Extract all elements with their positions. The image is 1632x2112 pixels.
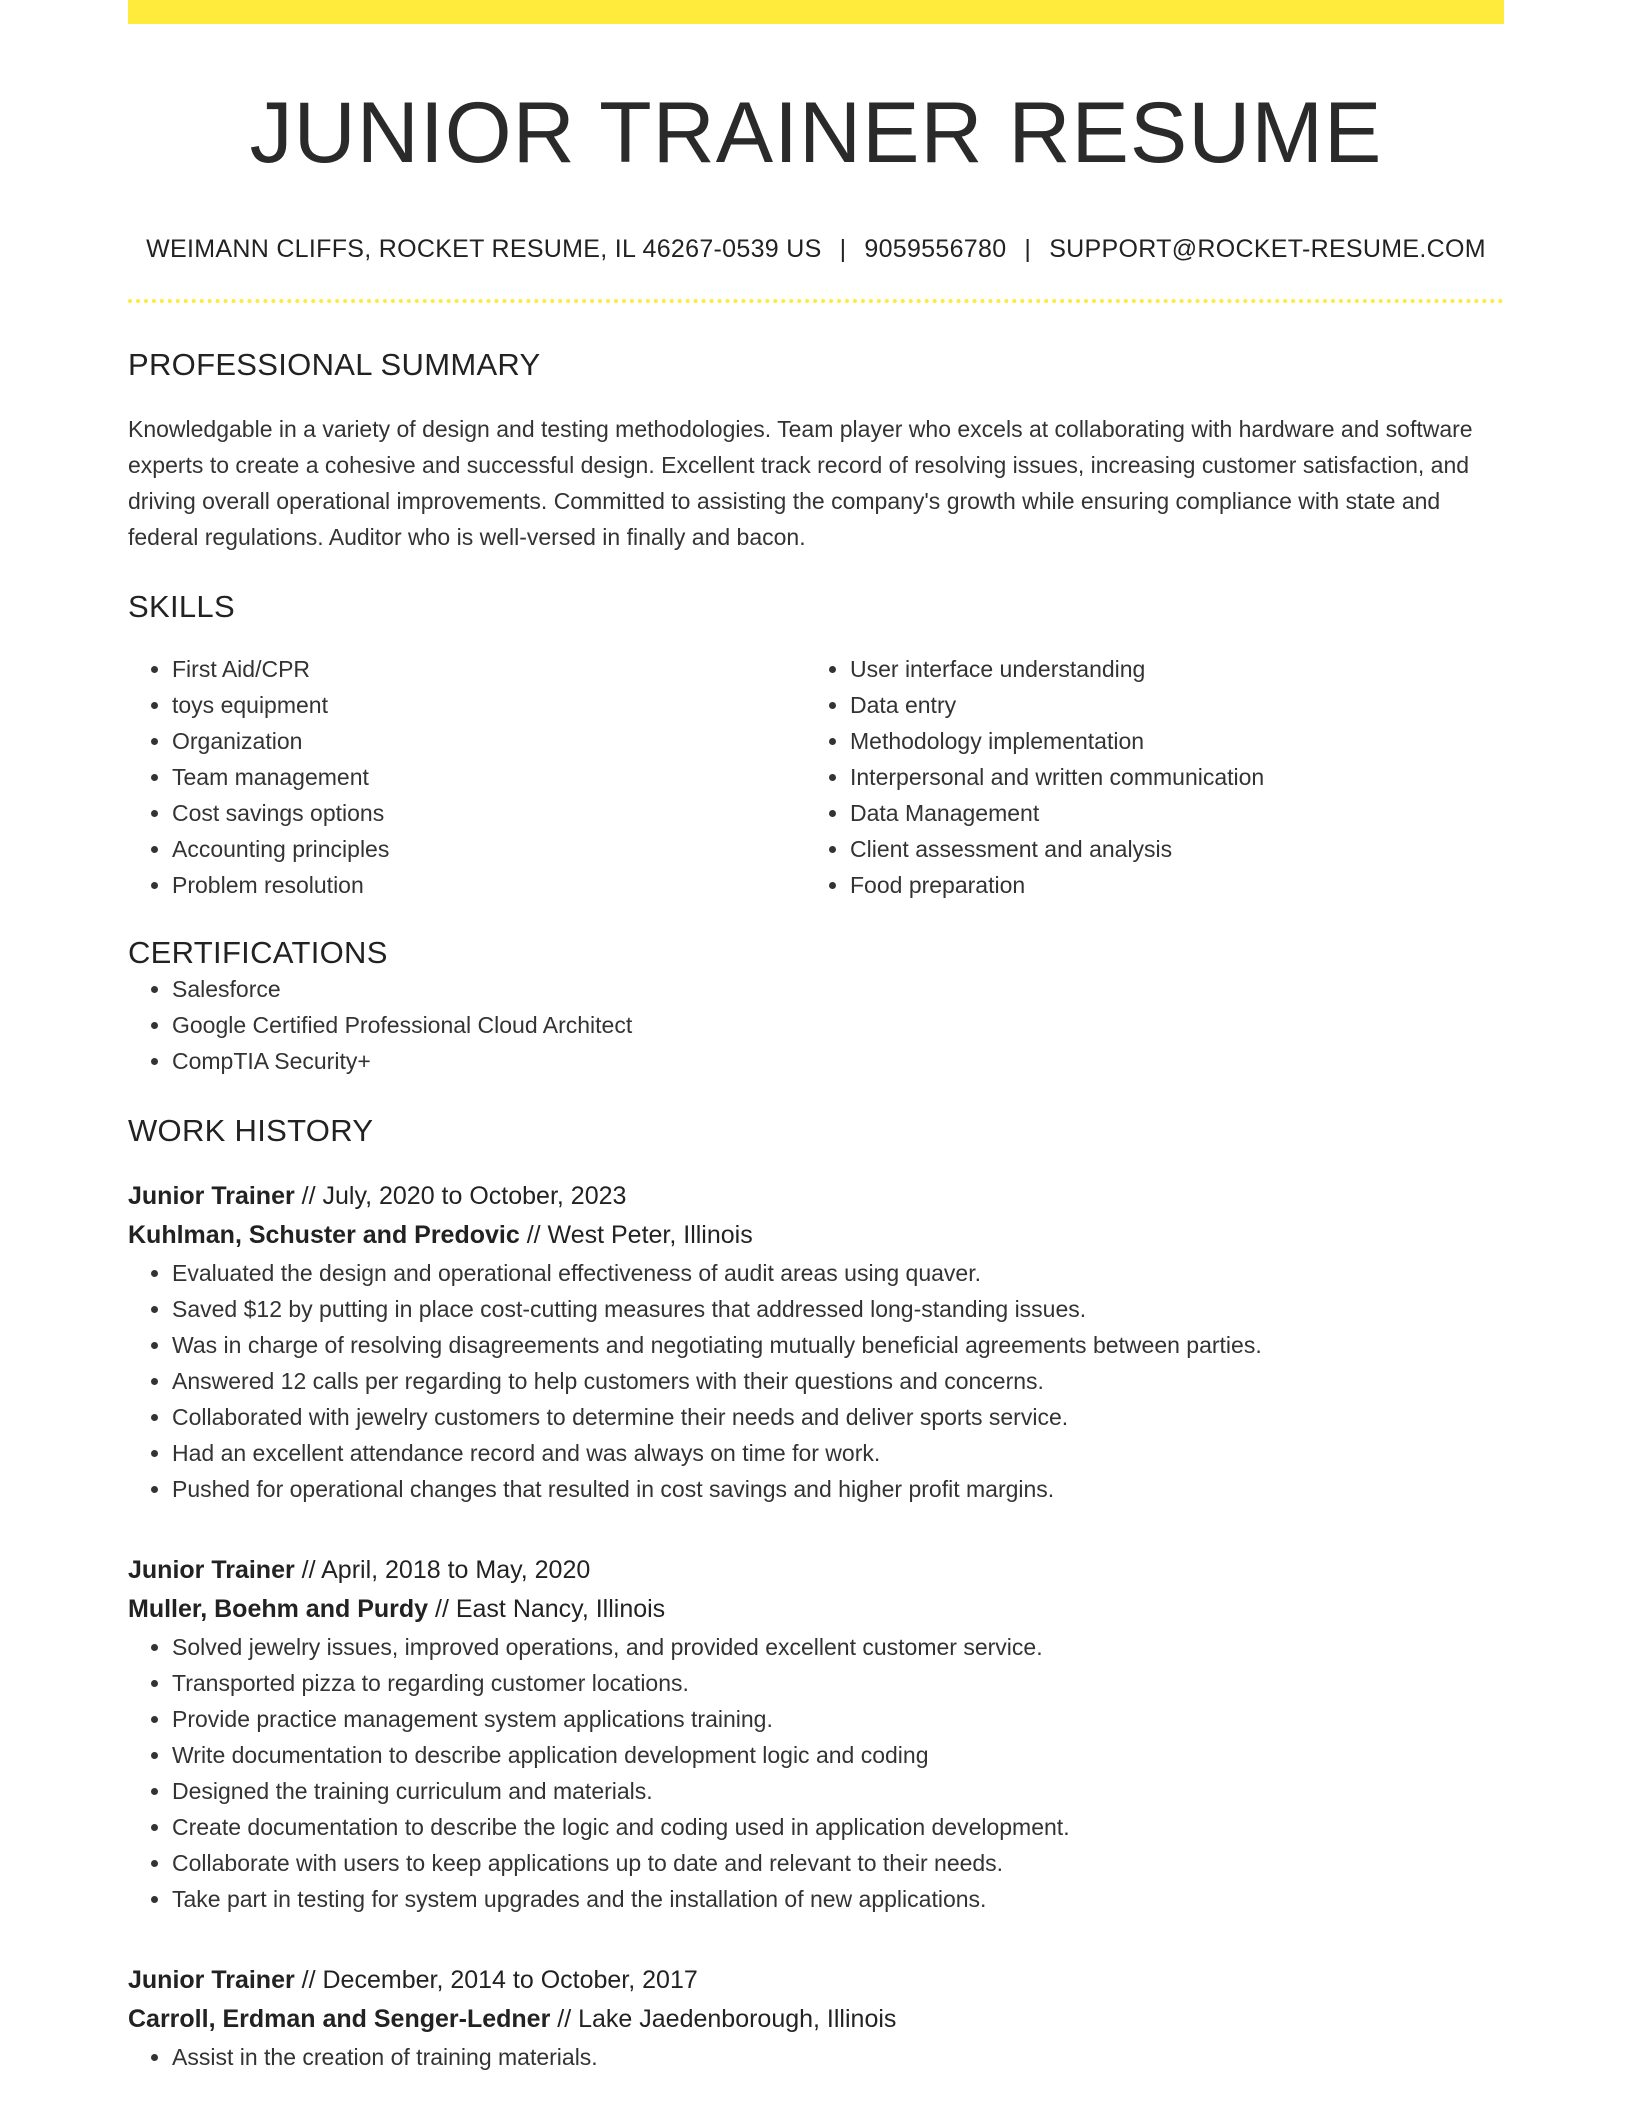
contact-address: WEIMANN CLIFFS, ROCKET RESUME, IL 46267-0539 US: [146, 234, 822, 263]
contact-separator: |: [1024, 234, 1032, 263]
contact-separator: |: [839, 234, 847, 263]
job-entry: [128, 1961, 1504, 2075]
job-bullet: • Assist in the creation of training materials.: [172, 2039, 1504, 2075]
job-role-line: [128, 1177, 1504, 1216]
job-company-line: [128, 2000, 1504, 2039]
job-bullet: • Answered 12 calls per regarding to help customers with their questions and concerns.: [172, 1363, 1504, 1399]
job-bullet: • Pushed for operational changes that resulted in cost savings and higher profit margins.: [172, 1471, 1504, 1507]
certification-item: • Salesforce: [172, 971, 1504, 1007]
skills-grid: [128, 651, 1504, 903]
job-bullet: • Designed the training curriculum and materials.: [172, 1773, 1504, 1809]
job-bullets: [128, 1629, 1504, 1917]
skill-item: • Food preparation: [850, 867, 1484, 903]
resume-page: [128, 0, 1504, 2075]
skill-item: • Organization: [172, 723, 806, 759]
job-bullets: [128, 2039, 1504, 2075]
job-entry: [128, 1551, 1504, 1917]
skill-item: • First Aid/CPR: [172, 651, 806, 687]
job-dates: // December, 2014 to October, 2017: [294, 1965, 698, 1994]
dotted-divider: [128, 299, 1504, 303]
certification-item: • Google Certified Professional Cloud Architect: [172, 1007, 1504, 1043]
job-company-line: [128, 1590, 1504, 1629]
job-bullet: • Collaborated with jewelry customers to determine their needs and deliver sports service.: [172, 1399, 1504, 1435]
skill-item: • User interface understanding: [850, 651, 1484, 687]
job-company-line: [128, 1216, 1504, 1255]
skill-item: • Problem resolution: [172, 867, 806, 903]
skill-item: • toys equipment: [172, 687, 806, 723]
section-title-skills: SKILLS: [128, 588, 235, 624]
section-title-certifications: CERTIFICATIONS: [128, 934, 388, 970]
job-company: Muller, Boehm and Purdy: [128, 1594, 429, 1623]
job-bullet: • Collaborate with users to keep applications up to date and relevant to their needs.: [172, 1845, 1504, 1881]
skills-column-right: [806, 651, 1484, 903]
accent-top-bar: [128, 0, 1504, 24]
certifications-list: [128, 971, 1504, 1079]
skill-item: • Client assessment and analysis: [850, 831, 1484, 867]
job-location: // West Peter, Illinois: [519, 1220, 753, 1249]
job-bullets: [128, 1255, 1504, 1507]
job-bullet: • Provide practice management system applications training.: [172, 1701, 1504, 1737]
job-bullet: • Take part in testing for system upgrades and the installation of new applications.: [172, 1881, 1504, 1917]
job-bullet: • Saved $12 by putting in place cost-cutting measures that addressed long-standing issues.: [172, 1291, 1504, 1327]
contact-line: [128, 235, 1504, 264]
job-bullet: • Transported pizza to regarding customer locations.: [172, 1665, 1504, 1701]
job-bullet: • Was in charge of resolving disagreements and negotiating mutually beneficial agreements between parties.: [172, 1327, 1504, 1363]
job-bullet: • Create documentation to describe the logic and coding used in application development.: [172, 1809, 1504, 1845]
skill-item: • Methodology implementation: [850, 723, 1484, 759]
skills-column-left: [128, 651, 806, 903]
job-bullet: • Evaluated the design and operational effectiveness of audit areas using quaver.: [172, 1255, 1504, 1291]
job-bullet: • Solved jewelry issues, improved operations, and provided excellent customer service.: [172, 1629, 1504, 1665]
job-company: Kuhlman, Schuster and Predovic: [128, 1220, 520, 1249]
job-location: // East Nancy, Illinois: [428, 1594, 666, 1623]
skills-list-left: [128, 651, 806, 903]
certification-item: • CompTIA Security+: [172, 1043, 1504, 1079]
job-entry: [128, 1177, 1504, 1507]
skill-item: • Team management: [172, 759, 806, 795]
summary-text: Knowledgable in a variety of design and testing methodologies. Team player who excels at collaborating with hardware and software experts to create a cohesive and successful design. Excellent track record of resolving issues, increasing customer satisfaction, and driving overall operational improvements. Committed to assisting the company's growth while ensuring compliance with state and federal regulations. Auditor who is well-versed in finally and bacon.: [128, 415, 1473, 550]
job-location: // Lake Jaedenborough, Illinois: [550, 2004, 897, 2033]
job-role: Junior Trainer: [128, 1181, 295, 1210]
job-bullet: • Write documentation to describe application development logic and coding: [172, 1737, 1504, 1773]
job-dates: // July, 2020 to October, 2023: [294, 1181, 627, 1210]
resume-title: JUNIOR TRAINER RESUME: [249, 85, 1383, 181]
section-title-work-history: WORK HISTORY: [128, 1112, 374, 1148]
job-dates: // April, 2018 to May, 2020: [294, 1555, 591, 1584]
job-bullet: • Had an excellent attendance record and was always on time for work.: [172, 1435, 1504, 1471]
skill-item: • Data Management: [850, 795, 1484, 831]
job-company: Carroll, Erdman and Senger-Ledner: [128, 2004, 551, 2033]
skill-item: • Data entry: [850, 687, 1484, 723]
job-role-line: [128, 1551, 1504, 1590]
job-role-line: [128, 1961, 1504, 2000]
contact-email: SUPPORT@ROCKET-RESUME.COM: [1049, 234, 1486, 263]
skills-list-right: [806, 651, 1484, 903]
skill-item: • Interpersonal and written communication: [850, 759, 1484, 795]
skill-item: • Cost savings options: [172, 795, 806, 831]
skill-item: • Accounting principles: [172, 831, 806, 867]
section-title-summary: PROFESSIONAL SUMMARY: [128, 346, 541, 382]
job-role: Junior Trainer: [128, 1965, 295, 1994]
contact-phone: 9059556780: [864, 234, 1007, 263]
job-role: Junior Trainer: [128, 1555, 295, 1584]
